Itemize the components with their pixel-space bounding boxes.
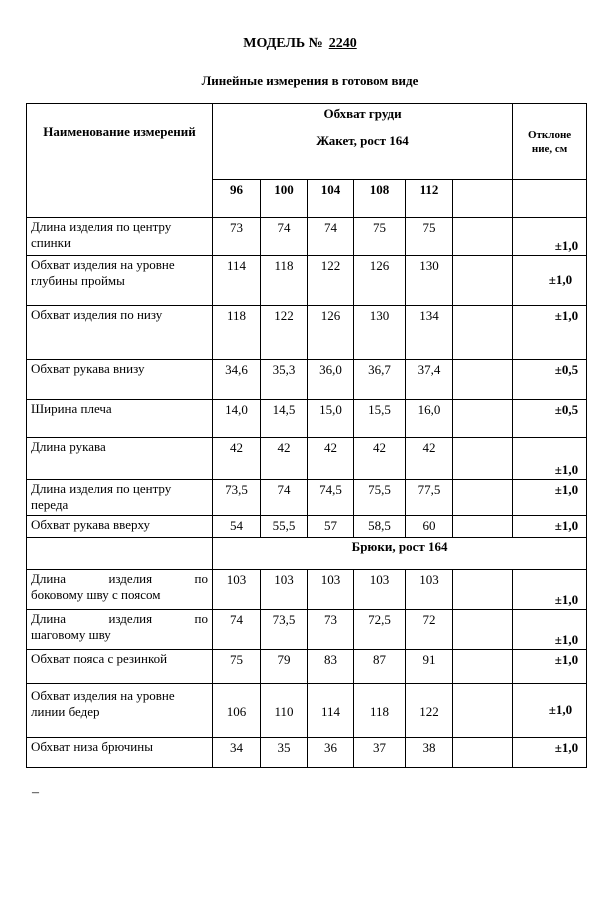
table-row [27,438,587,480]
value-cell: 103 [261,570,308,610]
value-cell: 75 [406,218,453,256]
row-name: Ширина плеча [27,400,213,438]
tolerance-cell: ±1,0 [513,218,587,256]
value-cell: 72,5 [354,610,406,650]
row-name-line: боковому шву с поясом [31,587,161,602]
value-cell: 60 [406,516,453,538]
row-name: Обхват изделия по низу [27,306,213,360]
tolerance-cell: ±0,5 [513,360,587,400]
value-cell: 114 [213,256,261,306]
value-cell: 75 [354,218,406,256]
tolerance-cell: ±1,0 [513,306,587,360]
value-cell: 75 [213,650,261,684]
table-row [27,480,587,516]
value-cell: 14,0 [213,400,261,438]
measurements-table [26,103,587,768]
value-cell: 36 [308,738,354,768]
value-cell: 15,0 [308,400,354,438]
value-cell: 103 [354,570,406,610]
empty-cell [453,650,513,684]
row-name-word: по [194,611,208,626]
value-cell: 122 [308,256,354,306]
value-cell: 106 [213,684,261,738]
row-name: Обхват пояса с резинкой [27,650,213,684]
value-cell: 72 [406,610,453,650]
row-name: Обхват низа брючины [27,738,213,768]
value-cell: 16,0 [406,400,453,438]
value-cell: 126 [354,256,406,306]
value-cell: 74 [308,218,354,256]
value-cell: 75,5 [354,480,406,516]
value-cell: 35 [261,738,308,768]
value-cell: 42 [261,438,308,480]
empty-cell [453,180,513,218]
model-number: 2240 [328,36,357,51]
row-name-line [31,611,208,627]
table-row [27,570,587,610]
value-cell: 130 [354,306,406,360]
tolerance-cell: ±1,0 [513,256,587,306]
value-cell: 126 [308,306,354,360]
header-chest [213,104,513,180]
value-cell: 42 [406,438,453,480]
table-row [27,738,587,768]
size-cell: 100 [261,180,308,218]
empty-cell [513,180,587,218]
value-cell: 79 [261,650,308,684]
value-cell: 114 [308,684,354,738]
value-cell: 15,5 [354,400,406,438]
size-cell: 112 [406,180,453,218]
empty-cell [453,684,513,738]
value-cell: 87 [354,650,406,684]
row-name: Длина рукава [27,438,213,480]
table-row [27,650,587,684]
row-name-line: шаговому шву [31,627,111,642]
value-cell: 74 [261,218,308,256]
header-name: Наименование измерений [27,104,213,218]
value-cell: 74,5 [308,480,354,516]
row-name: Длина изделия по центру спинки [27,218,213,256]
value-cell: 42 [308,438,354,480]
tolerance-cell: ±1,0 [513,516,587,538]
row-name-word: по [194,571,208,586]
value-cell: 34 [213,738,261,768]
value-cell: 57 [308,516,354,538]
row-name-word: Длина [31,571,67,586]
table-row [27,684,587,738]
empty-cell [453,256,513,306]
value-cell: 73 [308,610,354,650]
empty-cell [453,218,513,256]
trousers-header: Брюки, рост 164 [213,538,587,570]
value-cell: 37 [354,738,406,768]
value-cell: 35,3 [261,360,308,400]
size-cell: 108 [354,180,406,218]
tolerance-cell: ±1,0 [513,610,587,650]
value-cell: 36,7 [354,360,406,400]
table-row [27,610,587,650]
value-cell: 73 [213,218,261,256]
value-cell: 122 [406,684,453,738]
value-cell: 37,4 [406,360,453,400]
value-cell: 42 [213,438,261,480]
table-row [27,218,587,256]
value-cell: 14,5 [261,400,308,438]
row-name-word: Длина [31,611,67,626]
value-cell: 58,5 [354,516,406,538]
value-cell: 55,5 [261,516,308,538]
value-cell: 103 [308,570,354,610]
size-cell: 104 [308,180,354,218]
row-name: Длина изделия по центру переда [27,480,213,516]
row-name: Обхват изделия на уровне линии бедер [27,684,213,738]
header-jacket-label: Жакет, рост 164 [316,133,409,148]
header-row [27,104,587,180]
value-cell: 134 [406,306,453,360]
tolerance-cell: ±1,0 [513,650,587,684]
tolerance-cell: ±1,0 [513,438,587,480]
value-cell: 118 [261,256,308,306]
header-deviation: Отклоне ние, см [513,104,587,180]
value-cell: 74 [213,610,261,650]
empty-cell [453,516,513,538]
tolerance-cell: ±1,0 [513,570,587,610]
model-label: МОДЕЛЬ № [243,36,323,51]
value-cell: 118 [354,684,406,738]
row-name: Обхват изделия на уровне глубины проймы [27,256,213,306]
value-cell: 103 [213,570,261,610]
value-cell: 38 [406,738,453,768]
value-cell: 91 [406,650,453,684]
value-cell: 74 [261,480,308,516]
row-name [27,570,213,610]
table-row [27,516,587,538]
value-cell: 122 [261,306,308,360]
document-title [0,36,600,52]
value-cell: 103 [406,570,453,610]
value-cell: 83 [308,650,354,684]
empty-cell [453,610,513,650]
table-row [27,400,587,438]
value-cell: 118 [213,306,261,360]
header-chest-label: Обхват груди [323,106,402,121]
value-cell: 34,6 [213,360,261,400]
section-row [27,538,587,570]
footer-dash: – [32,785,39,800]
empty-cell [453,570,513,610]
document-subtitle: Линейные измерения в готовом виде [201,73,419,88]
tolerance-cell: ±1,0 [513,738,587,768]
table-row [27,360,587,400]
value-cell: 73,5 [213,480,261,516]
value-cell: 130 [406,256,453,306]
table-row [27,306,587,360]
tolerance-cell: ±1,0 [513,684,587,738]
row-name-line [31,571,208,587]
empty-cell [453,360,513,400]
empty-cell [27,538,213,570]
row-name: Обхват рукава внизу [27,360,213,400]
empty-cell [453,400,513,438]
empty-cell [453,738,513,768]
value-cell: 36,0 [308,360,354,400]
size-cell: 96 [213,180,261,218]
empty-cell [453,438,513,480]
value-cell: 42 [354,438,406,480]
value-cell: 73,5 [261,610,308,650]
row-name [27,610,213,650]
row-name-word: изделия [108,611,153,626]
row-name: Обхват рукава вверху [27,516,213,538]
value-cell: 54 [213,516,261,538]
empty-cell [453,480,513,516]
tolerance-cell: ±1,0 [513,480,587,516]
row-name-word: изделия [108,571,153,586]
tolerance-cell: ±0,5 [513,400,587,438]
empty-cell [453,306,513,360]
table-row [27,256,587,306]
value-cell: 77,5 [406,480,453,516]
value-cell: 110 [261,684,308,738]
